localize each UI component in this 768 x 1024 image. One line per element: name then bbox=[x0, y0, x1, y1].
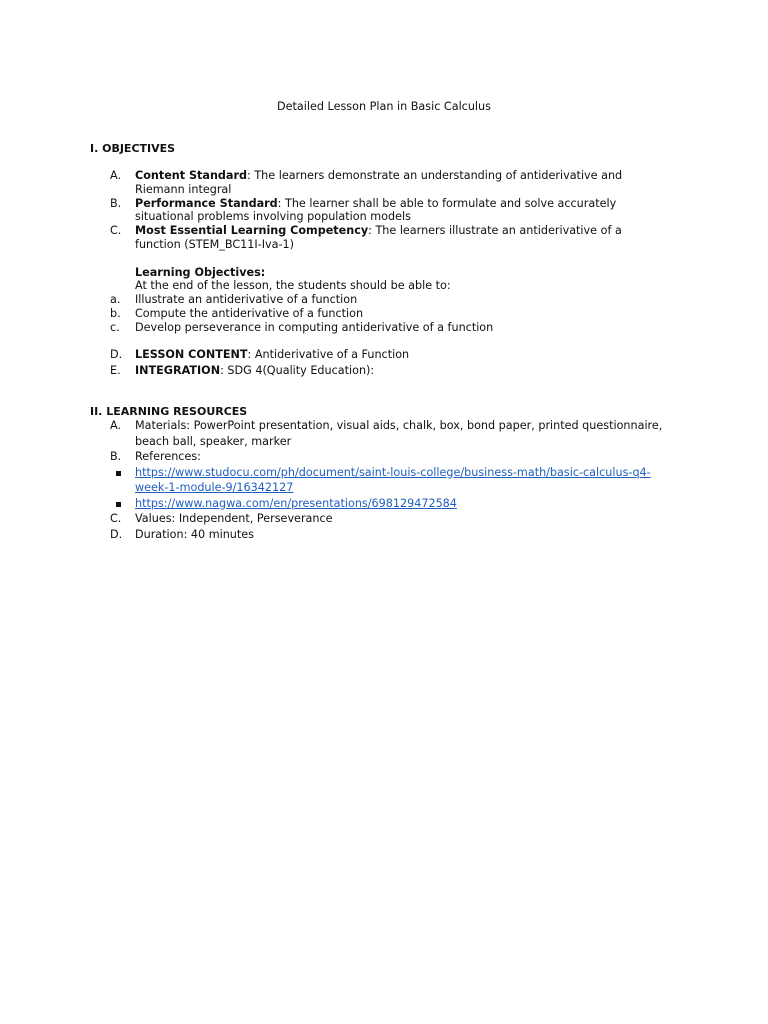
resource-references bbox=[110, 449, 670, 465]
objective-label: INTEGRATION bbox=[135, 364, 221, 378]
resource-materials bbox=[110, 418, 670, 449]
resource-duration bbox=[110, 527, 670, 543]
sub-objective-a bbox=[110, 293, 670, 307]
objective-description: : The learners illustrate an antiderivative of a function (STEM_BC11I-Iva-1) bbox=[135, 224, 622, 251]
references-text: References: bbox=[135, 450, 201, 463]
reference-link-item bbox=[110, 496, 670, 512]
duration-text: Duration: 40 minutes bbox=[135, 527, 254, 541]
list-marker: a. bbox=[110, 293, 121, 307]
spacer bbox=[110, 252, 670, 266]
objective-item-c bbox=[110, 224, 670, 252]
objective-text bbox=[135, 169, 670, 197]
objective-description: : Antiderivative of a Function bbox=[247, 348, 410, 362]
objectives-list bbox=[110, 169, 670, 378]
resource-values bbox=[110, 511, 670, 527]
learning-objectives-label: Learning Objectives: bbox=[135, 265, 266, 279]
reference-link-item bbox=[110, 465, 670, 496]
objective-item-a bbox=[110, 169, 670, 197]
document-title: Detailed Lesson Plan in Basic Calculus bbox=[277, 100, 491, 113]
objective-label: LESSON CONTENT bbox=[135, 348, 248, 362]
objective-label: Most Essential Learning Competency bbox=[135, 224, 369, 238]
sub-objective-text: Compute the antiderivative of a function bbox=[135, 306, 364, 320]
list-marker: B. bbox=[110, 450, 122, 463]
objective-text bbox=[135, 224, 670, 252]
reference-link-nagwa[interactable]: https://www.nagwa.com/en/presentations/698129472584 bbox=[135, 496, 457, 510]
sub-objective-b bbox=[110, 307, 670, 321]
list-marker: C. bbox=[110, 512, 122, 525]
objective-label: Performance Standard bbox=[135, 196, 278, 210]
objective-item-e bbox=[110, 364, 670, 378]
list-marker: c. bbox=[110, 320, 120, 334]
list-marker: E. bbox=[110, 364, 121, 378]
materials-text: Materials: PowerPoint presentation, visual aids, chalk, box, bond paper, printed questionnaire, beach ball, speaker, marker bbox=[135, 419, 663, 448]
objective-item-d bbox=[110, 348, 670, 362]
objective-description: : SDG 4(Quality Education): bbox=[220, 364, 375, 378]
objective-description: : The learners demonstrate an understanding of antiderivative and Riemann integral bbox=[135, 169, 623, 196]
list-marker: D. bbox=[110, 527, 123, 541]
objectives-heading: I. OBJECTIVES bbox=[90, 142, 176, 155]
list-marker: D. bbox=[110, 348, 123, 362]
sub-objective-text: Develop perseverance in computing antiderivative of a function bbox=[135, 320, 494, 334]
spacer bbox=[110, 335, 670, 349]
learning-objectives-intro: At the end of the lesson, the students should be able to: bbox=[135, 279, 451, 293]
list-marker: A. bbox=[110, 169, 122, 182]
resources-heading: II. LEARNING RESOURCES bbox=[90, 405, 248, 418]
reference-link-studocu[interactable]: https://www.studocu.com/ph/document/saint-louis-college/business-math/basic-calculus-q4-week-1-module-9/16342127 bbox=[135, 465, 651, 494]
list-marker: A. bbox=[110, 419, 122, 432]
list-marker: b. bbox=[110, 306, 121, 320]
list-marker: B. bbox=[110, 196, 122, 210]
sub-objective-c bbox=[110, 321, 670, 335]
objective-text bbox=[135, 197, 670, 225]
objective-text bbox=[135, 348, 670, 362]
objective-item-b bbox=[110, 197, 670, 225]
objective-text bbox=[135, 364, 670, 378]
objective-label: Content Standard bbox=[135, 169, 248, 182]
resources-list bbox=[110, 418, 670, 542]
values-text: Values: Independent, Perseverance bbox=[135, 512, 333, 525]
objective-description: : The learner shall be able to formulate and solve accurately situational problems involving population models bbox=[135, 196, 617, 224]
list-marker: C. bbox=[110, 224, 122, 238]
bullet-icon bbox=[110, 465, 135, 481]
bullet-icon bbox=[110, 496, 135, 512]
sub-objective-text: Illustrate an antiderivative of a function bbox=[135, 293, 358, 307]
